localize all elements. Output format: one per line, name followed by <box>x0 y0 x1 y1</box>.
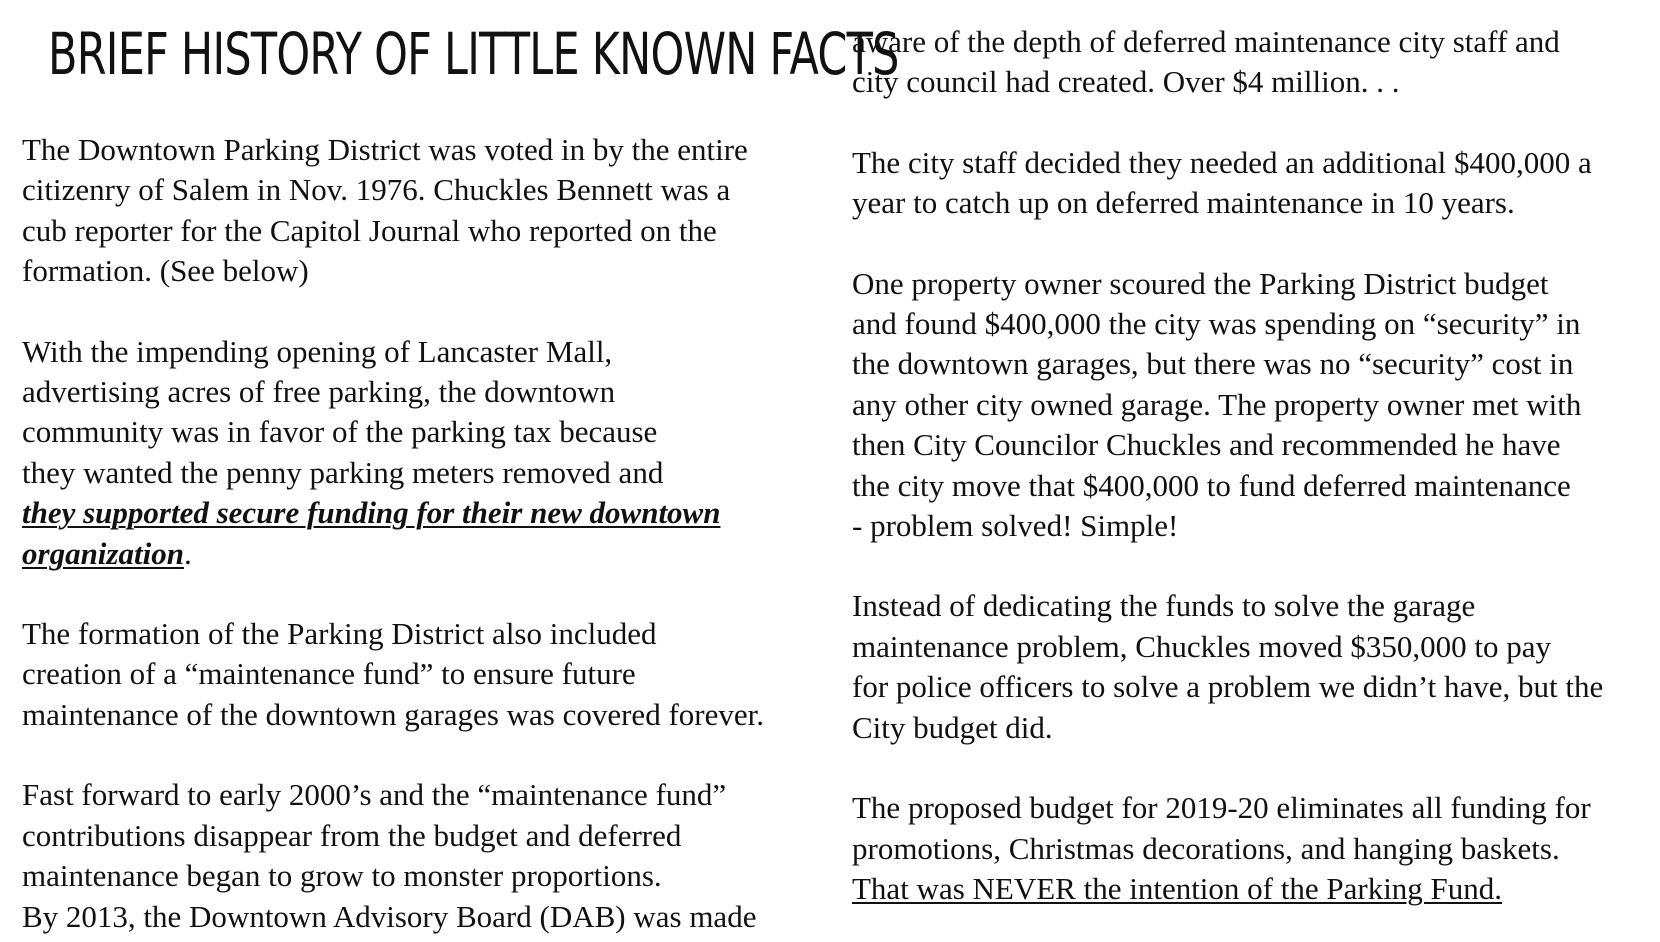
text-line: Fast forward to early 2000’s and the “maintenance fund” <box>22 777 727 813</box>
text-line <box>22 493 822 533</box>
text-line: One property owner scoured the Parking District budget <box>852 265 1549 301</box>
text-line: Instead of dedicating the funds to solve the garage <box>852 588 1476 624</box>
emphasized-text: organization <box>22 535 184 571</box>
paragraph-deferred-maintenance <box>852 22 1652 103</box>
text-line: maintenance began to grow to monster proportions. <box>22 858 662 894</box>
paragraph-fast-forward <box>22 775 822 937</box>
paragraph-police-funding <box>852 586 1652 748</box>
text-line: By 2013, the Downtown Advisory Board (DAB) was made <box>22 898 757 934</box>
punctuation: . <box>183 535 192 571</box>
right-column <box>852 22 1652 909</box>
text-line: With the impending opening of Lancaster Mall, <box>22 333 613 369</box>
paragraph-property-owner <box>852 264 1652 547</box>
text-line <box>852 869 1652 909</box>
text-line: City budget did. <box>852 709 1053 745</box>
paragraph-parking-district-vote <box>22 130 822 292</box>
text-line: city council had created. Over $4 million. . . <box>852 64 1400 100</box>
paragraph-lancaster-mall <box>22 332 822 574</box>
text-line: year to catch up on deferred maintenance in 10 years. <box>852 185 1515 221</box>
text-line: advertising acres of free parking, the downtown <box>22 374 616 410</box>
text-line: the downtown garages, but there was no “security” cost in <box>852 346 1574 382</box>
text-line <box>22 534 822 574</box>
text-line: creation of a “maintenance fund” to ensure future <box>22 656 636 692</box>
text-line: citizenry of Salem in Nov. 1976. Chuckles Bennett was a <box>22 172 731 208</box>
text-line: then City Councilor Chuckles and recommended he have <box>852 427 1561 463</box>
text-line: maintenance problem, Chuckles moved $350,000 to pay <box>852 628 1552 664</box>
page-title: BRIEF HISTORY OF LITTLE KNOWN FACTS <box>48 20 899 88</box>
text-line: cub reporter for the Capitol Journal who reported on the <box>22 212 717 248</box>
text-line: The Downtown Parking District was voted in by the entire <box>22 132 748 167</box>
paragraph-proposed-budget <box>852 788 1652 909</box>
text-line: - problem solved! Simple! <box>852 508 1179 544</box>
text-line: community was in favor of the parking tax because <box>22 414 658 450</box>
text-line: for police officers to solve a problem we didn’t have, but the <box>852 669 1604 705</box>
text-line: any other city owned garage. The property owner met with <box>852 386 1582 422</box>
text-line: The proposed budget for 2019-20 eliminates all funding for <box>852 790 1591 826</box>
paragraph-city-staff <box>852 143 1652 224</box>
text-line: and found $400,000 the city was spending on “security” in <box>852 306 1581 342</box>
text-line: aware of the depth of deferred maintenance city staff and <box>852 24 1560 59</box>
text-line: The formation of the Parking District also included <box>22 616 657 652</box>
underlined-statement: That was NEVER the intention of the Parking Fund. <box>852 870 1503 906</box>
text-line: formation. (See below) <box>22 253 309 289</box>
text-line: contributions disappear from the budget and deferred <box>22 817 682 853</box>
text-line: they wanted the penny parking meters removed and <box>22 454 664 490</box>
left-column <box>22 18 899 937</box>
text-line: maintenance of the downtown garages was covered forever. <box>22 696 764 732</box>
text-line: the city move that $400,000 to fund deferred maintenance <box>852 467 1571 503</box>
text-line: promotions, Christmas decorations, and hanging baskets. <box>852 830 1560 866</box>
emphasized-text: they supported secure funding for their new downtown <box>22 495 721 531</box>
text-line: The city staff decided they needed an additional $400,000 a <box>852 144 1592 180</box>
paragraph-maintenance-fund <box>22 614 822 735</box>
